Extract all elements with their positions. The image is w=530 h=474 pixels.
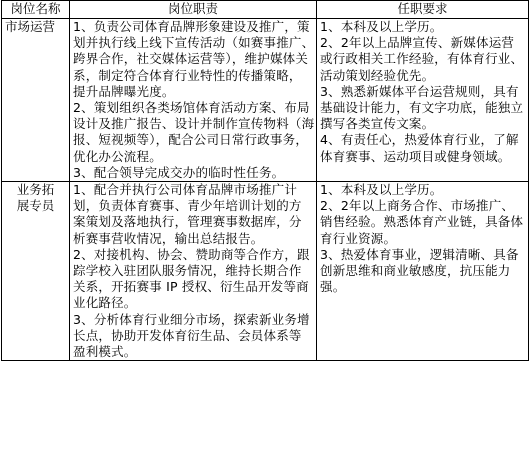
duty-line: 1、配合并执行公司体育品牌市场推广计 <box>73 182 298 198</box>
duty-line: 报、短视频等），配合公司日常行政事务， <box>73 132 309 148</box>
duty-item <box>73 19 313 100</box>
requirement-line: 或行政相关工作经验，有体育行业、 <box>320 51 524 67</box>
requirement-line: 1、本科及以上学历。 <box>320 182 443 198</box>
job-requirements-table <box>1 0 529 361</box>
requirements-cell <box>317 182 529 361</box>
requirement-line: 3、熟悉新媒体平台运营规则，具有 <box>320 83 519 99</box>
duty-line: 3、配合领导完成交办的临时性任务。 <box>73 164 285 180</box>
position-cell <box>2 182 70 361</box>
requirement-line: 育行业资源。 <box>320 230 397 246</box>
requirement-item <box>320 84 525 133</box>
requirement-line: 体育赛事、运动项目或健身领域。 <box>320 148 511 164</box>
duty-line: 设计及推广报告、设计并制作宣传物料（海 <box>73 116 315 132</box>
duty-line: 优化办公流程。 <box>73 148 162 164</box>
duty-item <box>73 247 313 312</box>
requirement-line: 销售经验。熟悉体育产业链，具备体 <box>320 214 524 230</box>
duty-item <box>73 312 313 361</box>
duties-cell <box>70 182 317 361</box>
duty-line: 业化路径。 <box>73 295 137 311</box>
requirement-line: 强。 <box>320 279 346 295</box>
duty-line: 1、负责公司体育品牌形象建设及推广，策 <box>73 19 310 34</box>
requirement-line: 3、热爱体育事业，逻辑清晰、具备 <box>320 246 519 262</box>
position-name-line: 业务拓 <box>16 182 55 198</box>
requirements-cell <box>317 19 529 182</box>
duty-line: 关系，开拓赛事 IP 授权、衍生品开发等商 <box>73 279 309 295</box>
duty-line: 2、对接机构、协会、赞助商等合作方，跟 <box>73 246 310 262</box>
position-cell <box>2 19 70 182</box>
header-position-name: 岗位名称 <box>2 1 70 19</box>
duty-line: 案策划及落地执行，管理赛事数据库，分 <box>73 214 302 230</box>
table-row <box>2 182 529 361</box>
duty-item <box>73 100 313 165</box>
requirement-item <box>320 19 525 35</box>
duty-item <box>73 182 313 247</box>
requirement-line: 2、2年以上商务合作、市场推广、 <box>320 198 515 214</box>
requirement-item <box>320 132 525 164</box>
duty-line: 3、分析体育行业细分市场，探索新业务增 <box>73 311 310 327</box>
duty-line: 跨界合作，社交媒体运营等），维护媒体关 <box>73 51 309 67</box>
requirement-item <box>320 198 525 247</box>
duty-line: 盈利模式。 <box>73 344 137 360</box>
requirement-line: 1、本科及以上学历。 <box>320 19 443 34</box>
duty-line: 踪学校入驻团队服务情况，维持长期合作 <box>73 263 302 279</box>
requirement-item <box>320 247 525 296</box>
duties-cell <box>70 19 317 182</box>
header-requirements: 任职要求 <box>317 1 529 19</box>
duty-line: 2、策划组织各类场馆体育活动方案、布局 <box>73 100 310 116</box>
requirement-item <box>320 182 525 198</box>
duty-line: 析赛事营收情况，输出总结报告。 <box>73 230 264 246</box>
duty-line: 划，负责体育赛事、青少年培训计划的方 <box>73 198 302 214</box>
duty-line: 系，制定符合体育行业特性的传播策略， <box>73 67 302 83</box>
position-name-line: 展专员 <box>16 198 55 214</box>
position-name-line: 市场运营 <box>5 19 56 34</box>
table-header-row <box>2 1 529 19</box>
table-row <box>2 19 529 182</box>
requirement-line: 创新思维和商业敏感度，抗压能力 <box>320 263 511 279</box>
duty-line: 提升品牌曝光度。 <box>73 83 175 99</box>
requirement-line: 基础设计能力，有文字功底，能独立 <box>320 100 524 116</box>
duty-line: 划并执行线上线下宣传活动（如赛事推广、 <box>73 35 315 51</box>
requirement-line: 2、2年以上品牌宣传、新媒体运营 <box>320 35 515 51</box>
header-duties: 岗位职责 <box>70 1 317 19</box>
requirement-line: 活动策划经验优先。 <box>320 67 435 83</box>
requirement-item <box>320 35 525 84</box>
duty-line: 长点，协助开发体育衍生品、会员体系等 <box>73 327 302 343</box>
requirement-line: 撰写各类宣传文案。 <box>320 116 435 132</box>
requirement-line: 4、有责任心，热爱体育行业，了解 <box>320 132 519 148</box>
duty-item <box>73 165 313 181</box>
